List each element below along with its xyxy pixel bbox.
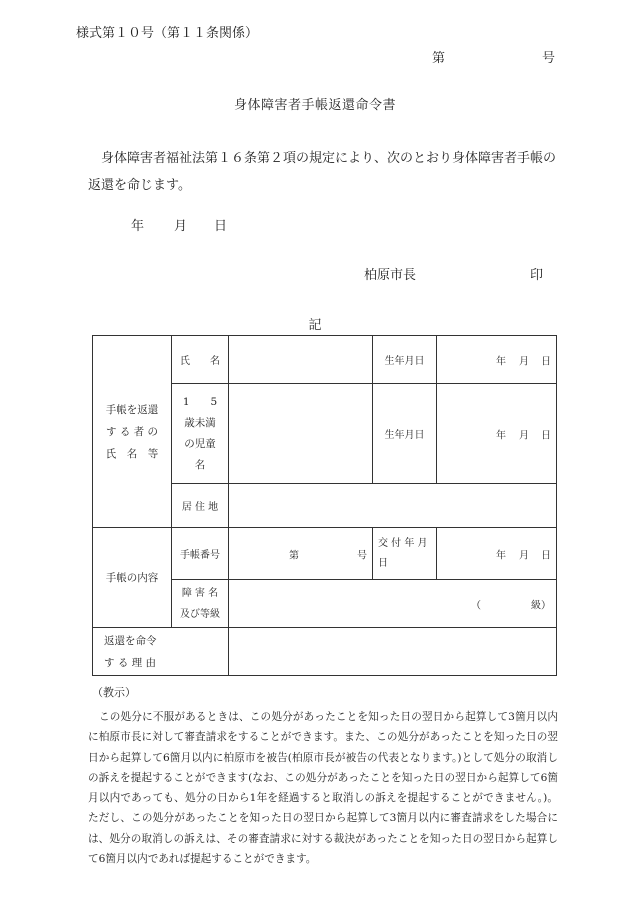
dob-month-label: 月 <box>519 356 529 367</box>
techo-number-label: 手帳番号 <box>172 528 229 580</box>
form-identifier: 様式第１０号（第１１条関係） <box>76 26 259 41</box>
issue-date-value-cell[interactable] <box>437 528 557 580</box>
dob-year-label: 年 <box>496 356 506 367</box>
dob-label: 生年月日 <box>373 336 437 384</box>
date-year-label: 年 <box>131 219 145 234</box>
address-label: 居 住 地 <box>172 484 229 528</box>
disability-grade-label: 障 害 名 及び等級 <box>172 580 229 628</box>
techo-number-dai: 第 <box>289 550 299 561</box>
issue-date-label: 交 付 年 月 日 <box>373 528 437 580</box>
seal-mark: 印 <box>530 268 544 283</box>
date-month-label: 月 <box>174 219 188 234</box>
child-dob-value-cell[interactable] <box>437 384 557 484</box>
issue-month-label: 月 <box>519 550 529 561</box>
date-day-label: 日 <box>214 219 228 234</box>
table-row-techo-number <box>93 528 557 580</box>
child-under-15-label: 1 5 歳未満 の児童 名 <box>172 384 229 484</box>
reason-label: 返還を命令 す る 理 由 <box>93 628 229 676</box>
teaching-label: （教示） <box>92 686 136 699</box>
name-label: 氏 名 <box>172 336 229 384</box>
document-number-dai: 第 <box>432 51 446 66</box>
disability-grade-value-cell[interactable] <box>229 580 557 628</box>
grade-close: 級） <box>531 600 551 611</box>
grade-open-paren: （ <box>471 600 481 611</box>
child-dob-label: 生年月日 <box>373 384 437 484</box>
dob-value-cell[interactable] <box>437 336 557 384</box>
table-row-reason <box>93 628 557 676</box>
address-value-cell[interactable] <box>229 484 557 528</box>
techo-number-go: 号 <box>357 550 367 561</box>
child-name-value-cell[interactable] <box>229 384 373 484</box>
document-title: 身体障害者手帳返還命令書 <box>233 98 396 113</box>
table-row-name <box>93 336 557 384</box>
techo-number-value-cell[interactable] <box>229 528 373 580</box>
issue-year-label: 年 <box>496 550 506 561</box>
order-body-text: 身体障害者福祉法第１６条第２項の規定により、次のとおり身体障害者手帳の返還を命じます。 <box>88 151 557 193</box>
details-table <box>92 335 557 676</box>
returner-group-label: 手帳を返還 す る 者 の 氏 名 等 <box>93 336 172 528</box>
issuer-mayor: 柏原市長 <box>364 268 417 283</box>
teaching-text: この処分に不服があるときは、この処分があったことを知った日の翌日から起算して3箇月以内に柏原市長に対して審査請求をすることができます。また、この処分があったことを知った日の翌日から起算して6箇月以内に柏原市を被告(柏原市長が被告の代表となります。)として処分の取消しの訴えを提起することができます(なお、この処分があったことを知った日の翌日から起算して6箇月以内であっても、処分の日から1年を経過すると取消しの訴えを提起することができません。)。ただし、この処分があったことを知った日の翌日から起算して3箇月以内に審査請求をした場合には、処分の取消しの訴えは、その審査請求に対する裁決があったことを知った日の翌日から起算して6箇月以内であれば提起することができます。 <box>88 711 558 866</box>
child-dob-month-label: 月 <box>519 430 529 441</box>
child-dob-year-label: 年 <box>496 430 506 441</box>
techo-content-group-label: 手帳の内容 <box>93 528 172 628</box>
document-number-go: 号 <box>542 51 556 66</box>
dob-day-label: 日 <box>541 356 551 367</box>
issue-day-label: 日 <box>541 550 551 561</box>
name-value-cell[interactable] <box>229 336 373 384</box>
ki-heading: 記 <box>308 318 322 333</box>
child-dob-day-label: 日 <box>541 430 551 441</box>
reason-value-cell[interactable] <box>229 628 557 676</box>
